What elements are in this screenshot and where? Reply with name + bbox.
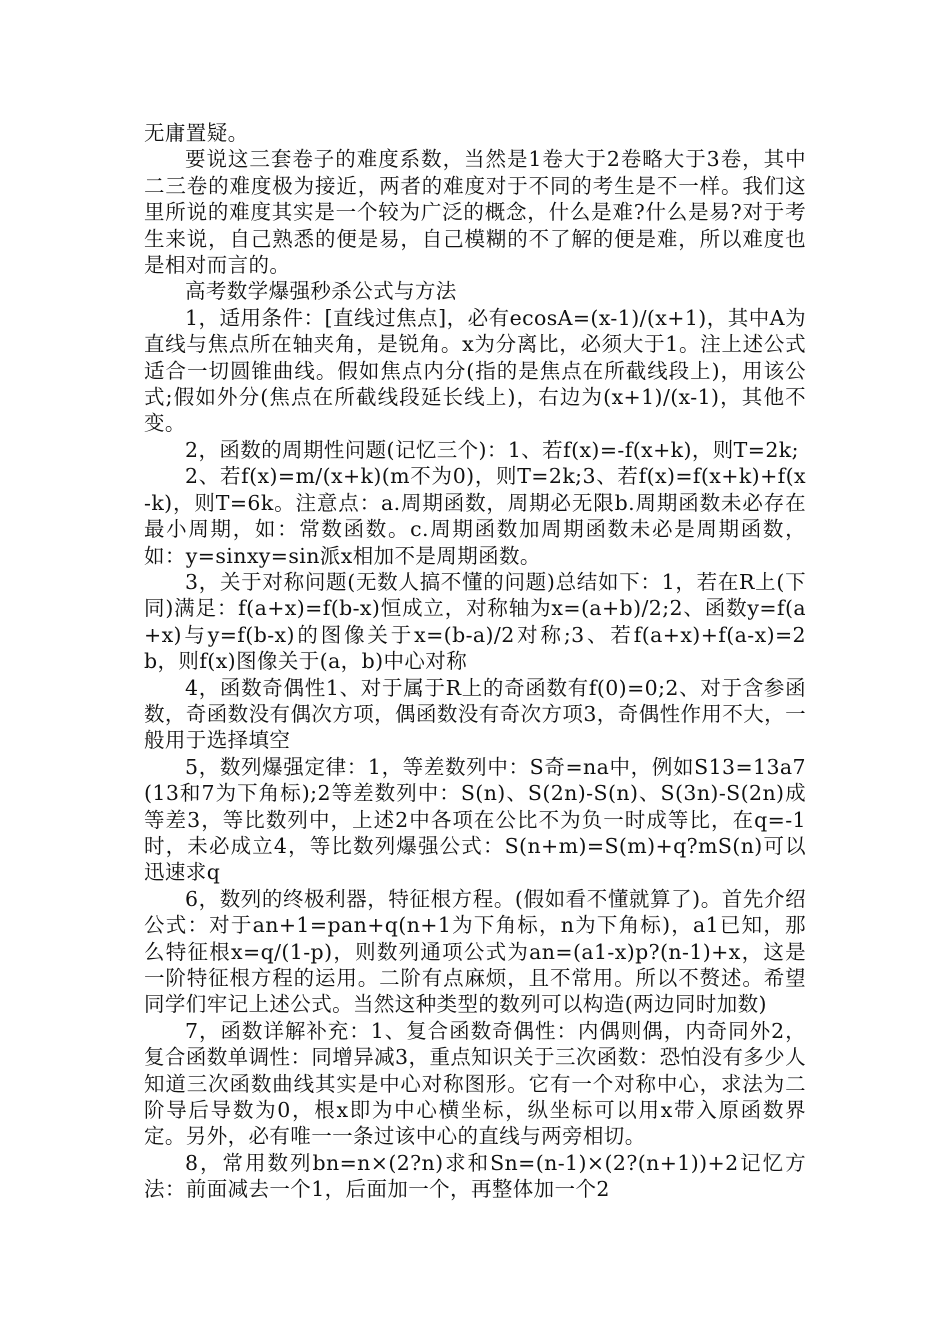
paragraph-item-6: 6，数列的终极利器，特征根方程。(假如看不懂就算了)。首先介绍公式：对于an+1=pan+q(n+1为下角标，n为下角标)，a1已知，那么特征根x=q/(1-p)，则数列通项公式为an=(a1-x)p?(n-1)+x，这是一阶特征根方程的运用。二阶有点麻烦，且不常用。所以不赘述。希望同学们牢记上述公式。当然这种类型的数列可以构造(两边同时加数)	[144, 886, 806, 1017]
section-heading: 高考数学爆强秒杀公式与方法	[185, 279, 457, 304]
paragraph-item-3: 3，关于对称问题(无数人搞不懂的问题)总结如下：1，若在R上(下同)满足：f(a+x)=f(b-x)恒成立，对称轴为x=(a+b)/2;2、函数y=f(a+x)与y=f(b-x)的图像关于x=(b-a)/2对称;3、若f(a+x)+f(a-x)=2b，则f(x)图像关于(a，b)中心对称	[144, 569, 806, 674]
document-body	[144, 120, 806, 1203]
paragraph-difficulty: 要说这三套卷子的难度系数，当然是1卷大于2卷略大于3卷，其中二三卷的难度极为接近，两者的难度对于不同的考生是不一样。我们这里所说的难度其实是一个较为广泛的概念，什么是难?什么是易?对于考生来说，自己熟悉的便是易，自己模糊的不了解的便是难，所以难度也是相对而言的。	[144, 147, 806, 278]
paragraph-item-7: 7，函数详解补充：1、复合函数奇偶性：内偶则偶，内奇同外2，复合函数单调性：同增异减3，重点知识关于三次函数：恐怕没有多少人知道三次函数曲线其实是中心对称图形。它有一个对称中心，求法为二阶导后导数为0，根x即为中心横坐标，纵坐标可以用x带入原函数界定。另外，必有唯一一条过该中心的直线与两旁相切。	[144, 1018, 806, 1149]
paragraph-item-1: 1，适用条件：[直线过焦点]，必有ecosA=(x-1)/(x+1)，其中A为直线与焦点所在轴夹角，是锐角。x为分离比，必须大于1。注上述公式适合一切圆锥曲线。假如焦点内分(指的是焦点在所截线段上)，用该公式;假如外分(焦点在所截线段延长线上)，右边为(x+1)/(x-1)，其他不变。	[144, 305, 806, 436]
paragraph-item-5: 5，数列爆强定律：1，等差数列中：S奇=na中，例如S13=13a7(13和7为下角标);2等差数列中：S(n)、S(2n)-S(n)、S(3n)-S(2n)成等差3，等比数列中，上述2中各项在公比不为负一时成等比，在q=-1时，未必成立4，等比数列爆强公式：S(n+m)=S(m)+q?mS(n)可以迅速求q	[144, 754, 806, 885]
paragraph-continuation: 无庸置疑。	[144, 121, 249, 145]
paragraph-item-2-continued: 2、若f(x)=m/(x+k)(m不为0)，则T=2k;3、若f(x)=f(x+k)+f(x-k)，则T=6k。注意点：a.周期函数，周期必无限b.周期函数未必存在最小周期，如：常数函数。c.周期函数加周期函数未必是周期函数，如：y=sinxy=sin派x相加不是周期函数。	[144, 464, 806, 568]
paragraph-item-4: 4，函数奇偶性1、对于属于R上的奇函数有f(0)=0;2、对于含参函数，奇函数没有偶次方项，偶函数没有奇次方项3，奇偶性作用不大，一般用于选择填空	[144, 675, 806, 753]
paragraph-item-2: 2，函数的周期性问题(记忆三个)：1、若f(x)=-f(x+k)，则T=2k;	[185, 437, 799, 462]
paragraph-item-8: 8，常用数列bn=n×(2?n)求和Sn=(n-1)×(2?(n+1))+2记忆方法：前面减去一个1，后面加一个，再整体加一个2	[144, 1150, 806, 1202]
